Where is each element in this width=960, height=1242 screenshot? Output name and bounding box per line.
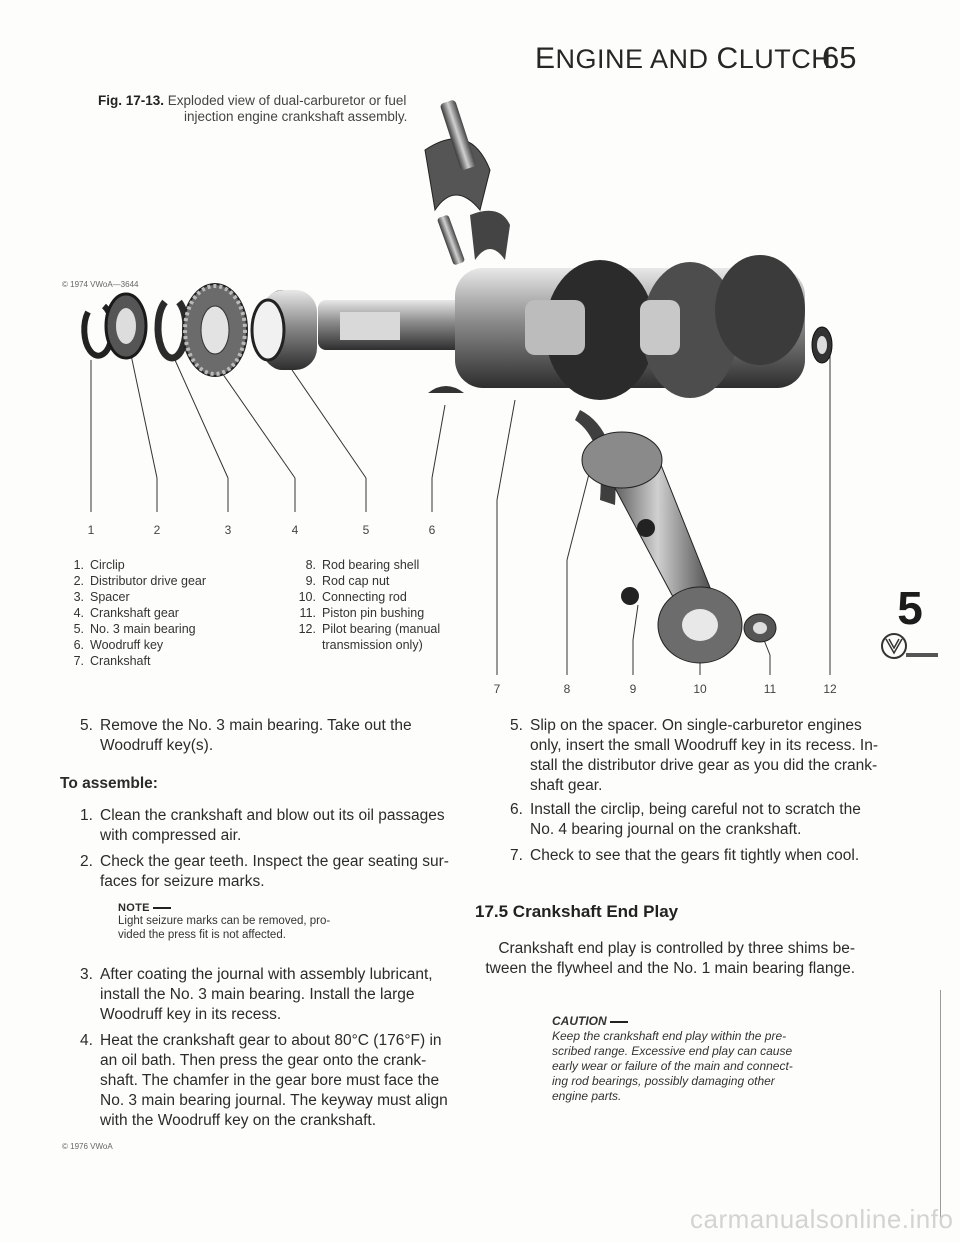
page-number: 65 xyxy=(822,40,857,75)
note-box xyxy=(118,902,330,942)
callout-7: 7 xyxy=(493,682,501,696)
callout-3: 3 xyxy=(224,523,232,537)
caution-label: CAUTION xyxy=(552,1014,832,1029)
callout-1: 1 xyxy=(87,523,95,537)
legend-item: 9. Rod cap nut xyxy=(305,574,390,588)
callout-2: 2 xyxy=(153,523,161,537)
footer-copyright: © 1976 VWoA xyxy=(62,1142,113,1151)
watermark: carmanualsonline.info xyxy=(690,1204,954,1234)
legend-item: 10. Connecting rod xyxy=(298,590,407,604)
page-edge-line xyxy=(940,990,941,1220)
legend-item: transmission only) xyxy=(322,638,423,652)
caution-box xyxy=(552,1014,832,1104)
legend-item: 6. Woodruff key xyxy=(73,638,164,652)
callout-10: 10 xyxy=(693,682,707,696)
figure-label: Fig. 17-13. xyxy=(98,93,165,108)
running-header-title: ENGINE AND CLUTCH xyxy=(535,42,832,75)
legend-item: 12. Pilot bearing (manual xyxy=(298,622,441,636)
figure-copyright: © 1974 VWoA—3644 xyxy=(62,280,139,289)
note-text: Light seizure marks can be removed, pro- vided the press fit is not affected. xyxy=(118,915,331,941)
callout-4: 4 xyxy=(291,523,299,537)
legend-item: 8. Rod bearing shell xyxy=(305,558,420,572)
callout-5: 5 xyxy=(362,523,370,537)
figure-legend-left xyxy=(60,557,206,669)
callout-6: 6 xyxy=(428,523,436,537)
callout-9: 9 xyxy=(629,682,637,696)
section-heading: 17.5 Crankshaft End Play xyxy=(475,902,679,921)
vw-logo-icon xyxy=(880,631,940,661)
figure-legend-right xyxy=(292,557,440,653)
figure-caption: Fig. 17-13. Exploded view of dual-carburetor or fuel injection engine crankshaft assembly. xyxy=(98,93,408,124)
legend-item: 3. Spacer xyxy=(73,590,130,604)
caution-text: Keep the crankshaft end play within the pre- scribed range. Excessive end play can cause early wear or failure of the main and connect- ing rod bearings, possibly damaging other engine parts. xyxy=(552,1029,793,1103)
callout-12: 12 xyxy=(823,682,837,696)
assemble-heading: To assemble: xyxy=(60,775,158,792)
legend-item: 11. Piston pin bushing xyxy=(299,606,425,620)
legend-item: 7. Crankshaft xyxy=(73,654,151,668)
note-label: NOTE xyxy=(118,902,330,914)
legend-item: 1. Circlip xyxy=(73,558,125,572)
chapter-number: 5 xyxy=(897,582,923,634)
legend-item: 4. Crankshaft gear xyxy=(73,606,179,620)
section-paragraph: Crankshaft end play is controlled by three shims be- tween the flywheel and the No. 1 main bearing flange. xyxy=(485,940,855,977)
callout-8: 8 xyxy=(563,682,571,696)
legend-item: 2. Distributor drive gear xyxy=(73,574,207,588)
chapter-tab xyxy=(880,582,940,660)
legend-item: 5. No. 3 main bearing xyxy=(73,622,196,636)
callout-11: 11 xyxy=(763,682,777,696)
